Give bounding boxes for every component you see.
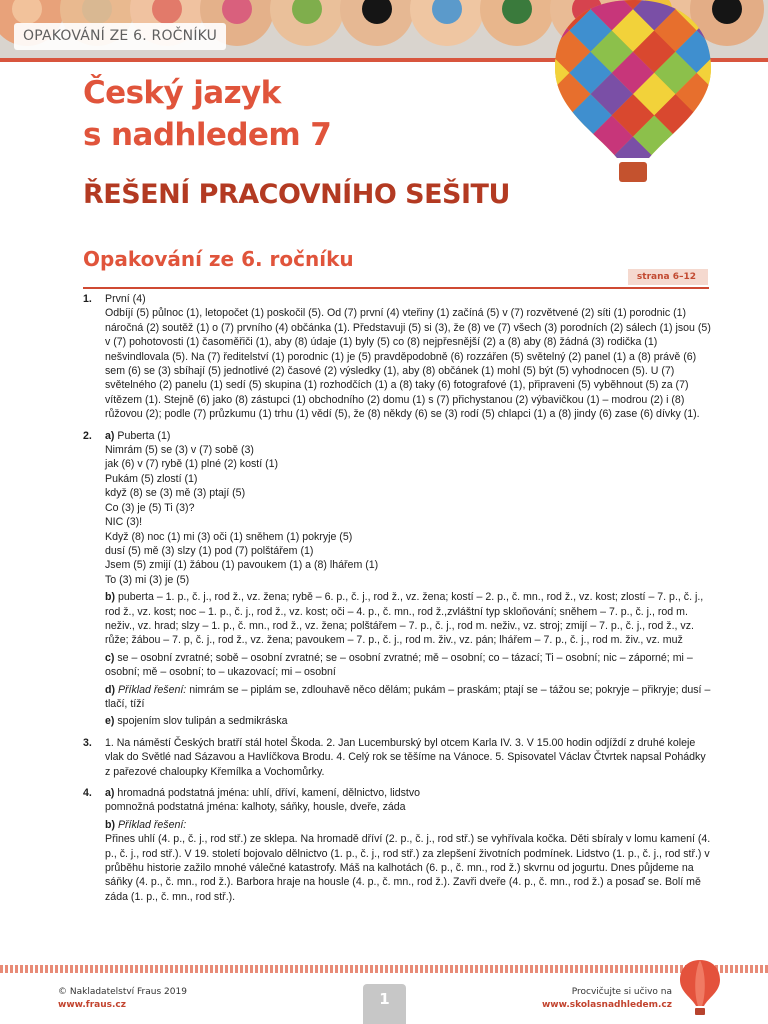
task-b [105, 818, 713, 832]
exercise-body [105, 786, 713, 907]
document-subtitle: ŘEŠENÍ PRACOVNÍHO SEŠITU [83, 179, 510, 210]
task-answer-line: pomnožná podstatná jména: kalhoty, sáňky, housle, dveře, záda [105, 801, 406, 814]
exercise-3 [83, 736, 713, 782]
poem-line: Jsem (5) zmijí (1) žábou (1) pavoukem (1) a (8) lhářem (1) [105, 559, 379, 572]
poem-line: To (3) mi (3) je (5) [105, 573, 190, 586]
exercise-body [105, 292, 713, 425]
task-answer: hromadná podstatná jména: uhlí, dříví, kamení, dělnictvo, lidstvo [117, 787, 421, 799]
footer-publisher [58, 986, 187, 1012]
task-answer: puberta – 1. p., č. j., rod ž., vz. žena; rybě – 6. p., č. j., rod ž., vz. žena; kostí – 2. p., č. mn., rod ž., vz. kost; zlostí – 7. p., č. j., rod ž., vz. kost; noc – 1. p., č. j., rod ž., vz. kost; oči – 4. p., č. mn., rod ž.,zvláštní typ skloňování; sněhem – 7. p., č. j., rod m. neživ., vz. hrad; slzy – 1. p., č. mn., rod ž., vz. žena; polštářem – 7. p., č. j., rod m. neživ., vz. stroj; zmijí – 7. p., č. j., rod ž., vz. růže; žábou – 7. p, č. j., rod ž., vz. žena; pavoukem – 7. p., č. j., rod m. živ., vz. pán; lhářem – 7. p., č. j., rod m. živ., vz. muž [105, 591, 704, 647]
section-title: Opakování ze 6. ročníku [83, 247, 354, 271]
example-note: Příklad řešení: [117, 818, 187, 831]
poem-lines [105, 443, 713, 587]
exercise-number: 4. [83, 787, 92, 799]
exercise-2 [83, 429, 713, 732]
exercise-1 [83, 292, 713, 425]
section-divider [83, 287, 709, 289]
pencil-tip-decoration [340, 0, 414, 46]
pencil-tip-decoration [270, 0, 344, 46]
copyright-text: © Nakladatelství Fraus 2019 [58, 987, 187, 997]
small-balloon-icon [678, 958, 722, 1016]
task-answer: Přines uhlí (4. p., č. j., rod stř.) ze sklepa. Na hromadě dříví (2. p., č. j., rod stř.) se vyhřívala kočka. Děti sbíraly v lomu kamení (4. p., č. j., rod stř.). V 19. století bojovalo dělnictvo (1. p., č. j., rod stř.) za zlepšení životních podmínek. Lidstvo (1. p., č. j., rod stř.) v průběhu historie zažilo mnohé válečné katastrofy. Máš na kalhotách (6. p., č. mn., rod ž.) skvrnu od jogurtu. Dnes půjdeme na sáňky (4. p., č. mn., rod ž.). Barbora hraje na housle (4. p., č. mn., rod ž.). Zavři dveře (4. p., č. mn., rod ž.) a posaď se. Bolí mě záda (1. p., č. mn., rod stř.). [105, 833, 711, 903]
task-b [105, 590, 713, 648]
task-label: e) [105, 715, 115, 728]
task-a [105, 786, 713, 800]
publisher-website-link[interactable]: www.fraus.cz [58, 1000, 126, 1010]
answer-paragraph: 1. Na náměstí Českých bratří stál hotel Škoda. 2. Jan Lucemburský byl otcem Karla IV. 3. V 15.00 hodin odjíždí z druhé koleje vlak do Světlé nad Sázavou a Havlíčkova Brodu. 4. Celý rok se těšíme na Vánoce. 5. Spisovatel Václav Čtvrtek napsal Pohádky z pařezové chaloupky Křemílka a Vochomůrky. [105, 736, 706, 778]
pencil-tip-decoration [480, 0, 554, 46]
task-label: b) [105, 591, 115, 604]
poem-line: Pukám (5) zlostí (1) [105, 472, 198, 485]
task-label: a) [105, 787, 115, 799]
example-note: Příklad řešení: [117, 683, 187, 696]
promo-text: Procvičujte si učivo na [571, 987, 672, 997]
task-label: a) [105, 429, 115, 442]
task-answer: nimrám se – piplám se, zdlouhavě něco dělám; pukám – praskám; ptají se – tážou se; pokryje – přikryje; dusí – tlačí, tíží [105, 683, 711, 710]
poem-title: Puberta (1) [117, 429, 171, 442]
footer-band [0, 965, 768, 973]
task-label: b) [105, 818, 115, 831]
task-e [105, 714, 713, 728]
poem-line: dusí (5) mě (3) slzy (1) pod (7) polštářem (1) [105, 544, 314, 557]
poem-line: Co (3) je (5) Ti (3)? [105, 501, 195, 514]
task-d [105, 683, 713, 712]
book-title [83, 72, 331, 156]
poem-line: Nimrám (5) se (3) v (7) sobě (3) [105, 444, 254, 457]
poem-line: jak (6) v (7) rybě (1) plné (2) kostí (1) [105, 458, 279, 471]
page-reference-badge: strana 6–12 [628, 269, 708, 285]
poem-line: NIC (3)! [105, 516, 143, 529]
task-answer: spojením slov tulipán a sedmikráska [117, 715, 288, 728]
task-a [105, 429, 713, 443]
exercise-number: 2. [83, 429, 92, 442]
task-label: d) [105, 683, 115, 696]
pencil-tip-decoration [410, 0, 484, 46]
book-title-line-2: s nadhledem 7 [83, 117, 332, 153]
exercise-body [105, 429, 713, 732]
answer-line: První (4) [105, 293, 146, 305]
practice-website-link[interactable]: www.skolasnadhledem.cz [541, 1000, 672, 1010]
footer-promo [542, 986, 672, 1012]
answers-content [83, 292, 713, 911]
exercise-number: 1. [83, 293, 92, 305]
hot-air-balloon-icon [553, 0, 713, 186]
poem-line: když (8) se (3) mě (3) ptají (5) [105, 487, 246, 500]
exercise-number: 3. [83, 736, 92, 749]
task-c [105, 651, 713, 680]
task-label: c) [105, 651, 115, 664]
book-title-line-1: Český jazyk [83, 75, 281, 111]
task-answer: se – osobní zvratné; sobě – osobní zvratné; se – osobní zvratné; mě – osobní; co – tázací; Ti – osobní; nic – záporné; mi – osobní; mě – osobní; to – ukazovací; mi – osobní [105, 651, 693, 679]
exercise-4 [83, 786, 713, 907]
answer-paragraph: Odbíjí (5) půlnoc (1), letopočet (1) poskočil (5). Od (7) první (4) vteřiny (1) začíná (5) v (7) rozvětvené (2) síti (1) porodnic (1) náročná (2) soutěž (1) o (7) prvního (4) občánka (1). Představuji (5) si (3), že (8) ve (7) všech (3) porodních (2) sálech (1) jsou (5) v (7) pohotovosti (1) časoměřiči (1), aby (8) údaje (1) byly (5) co (8) nejpřesnější (2) a (8) aby (8) žádná (3) rodička (1) nešvindlovala (5). Na (7) ředitelství (1) porodnic (1) je (5) pravděpodobně (6) rozzářen (5) světelný (2) panel (1) a (8) právě (6) sem (6) se (3) sbíhají (5) jednotlivé (2) časové (2) výsledky (1), aby (8) občánek (1) mohl (5) být (5) vyhodnocen (5). U (7) světelného (2) panelu (1) sedí (5) skupina (1) rozhodčích (1) a (8) taky (6) fotografové (1), připraveni (5) vyběhnout (5) za (7) vítězem (1). Stejně (6) jako (8) zástupci (1) obchodního (2) domu (1) s (7) přichystanou (2) výbavičkou (1) – modrou (2) i (8) růžovou (2); podle (7) průzkumu (1) trhu (1) vědí (5), že (8) někdy (6) se (3) rodí (5) chlapci (1) a (8) jindy (6) zase (6) dívky (1). [105, 307, 711, 421]
poem-line: Když (8) noc (1) mi (3) oči (1) sněhem (1) pokryje (5) [105, 530, 353, 543]
exercise-body [105, 736, 713, 782]
chapter-tag: OPAKOVÁNÍ ZE 6. ROČNÍKU [14, 23, 226, 50]
page-number: 1 [363, 984, 406, 1024]
